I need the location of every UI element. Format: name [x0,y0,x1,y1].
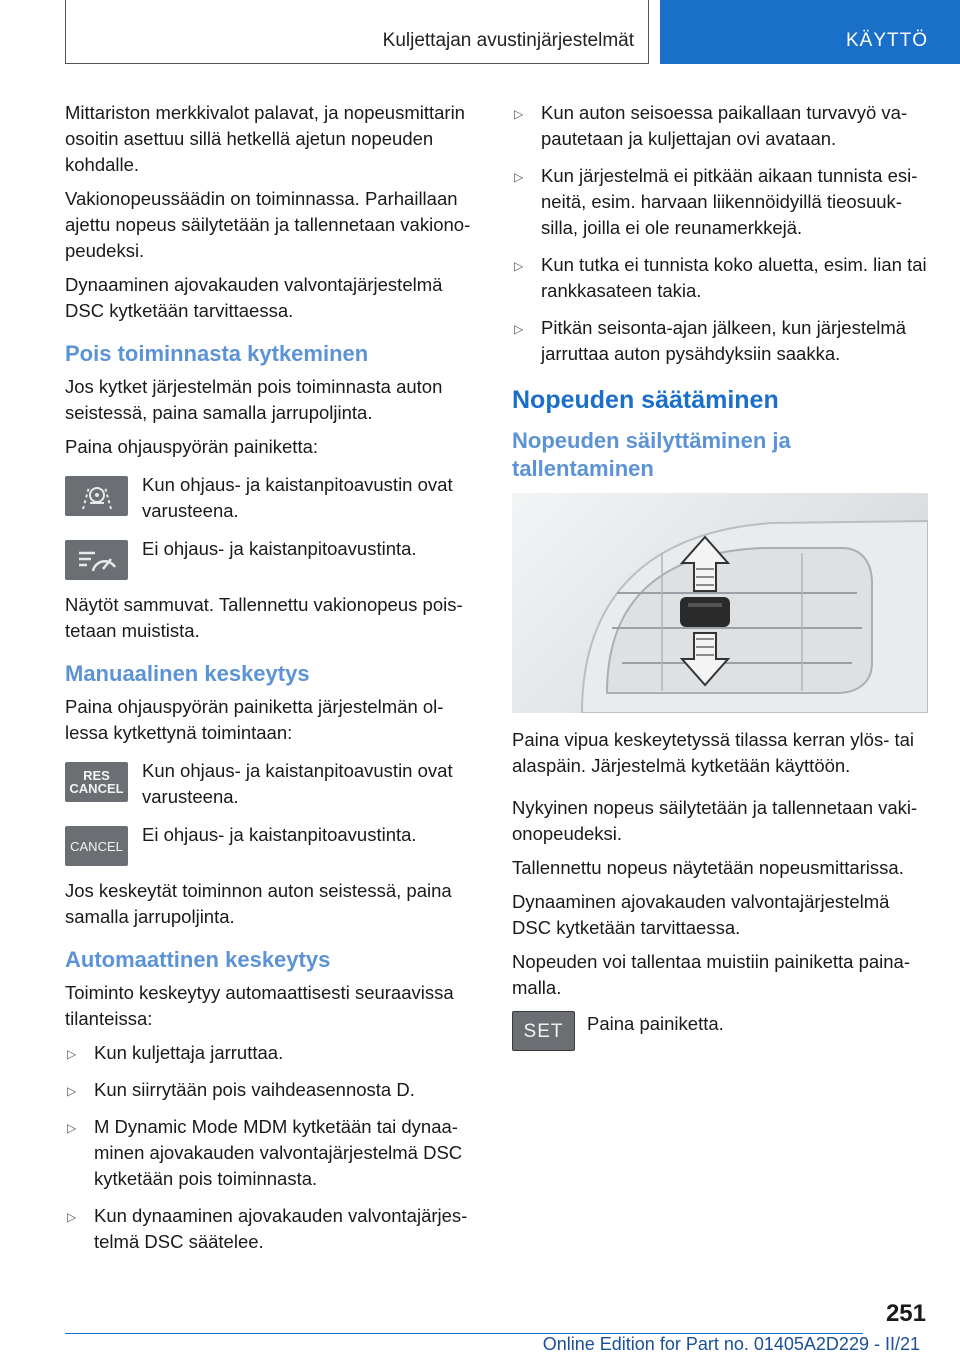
triangle-bullet-icon: ▷ [514,170,524,184]
list-item: ▷ Kun siirrytään pois vaihdeasennosta D. [65,1077,477,1103]
paragraph: Tallennettu nopeus näytetään nopeusmittarissa. [512,857,904,878]
paragraph: Dynaaminen ajovakauden valvontajärjestelmä DSC kytketään tarvittaessa. [512,891,890,938]
list-item: ▷ Kun dynaaminen ajovakauden valvontajärjestelmä DSC säätelee. [67,1205,468,1252]
heading-speed-adjustment: Nopeuden säätäminen [512,386,779,414]
cruise-control-icon [65,540,128,580]
triangle-bullet-icon: ▷ [514,107,524,121]
heading-automatic-interrupt: Automaattinen keskeytys [65,947,331,972]
triangle-bullet-icon: ▷ [67,1121,77,1135]
heading-manual-interrupt: Manuaalinen keskeytys [65,661,310,686]
paragraph: Näytöt sammuvat. Tallennettu vakionopeus poistetaan muistista. [65,594,463,641]
header-chapter-tab [660,0,960,64]
heading-switch-off: Pois toiminnasta kytkeminen [65,341,369,366]
res-cancel-button-icon: RES CANCEL [65,762,128,802]
paragraph: Nykyinen nopeus säilytetään ja tallennetaan vakionopeudeksi. [512,797,918,844]
header-chapter-title: KÄYTTÖ [845,30,928,51]
paragraph: Jos keskeytät toiminnon auton seistessä, paina samalla jarrupoljinta. [65,880,452,927]
paragraph: Jos kytket järjestelmän pois toiminnasta auton seistessä, paina samalla jarrupoljinta. [65,376,443,423]
heading-keep-and-store: Nopeuden säilyttäminen ja tallentaminen [512,428,791,481]
triangle-bullet-icon: ▷ [514,322,524,336]
button-description-row [65,822,477,866]
paragraph: Dynaaminen ajovakauden valvontajärjestelmä DSC kytketään tarvittaessa. [65,274,443,321]
bullet-list [512,100,928,367]
set-button-icon: SET [512,1011,575,1051]
paragraph: Paina ohjauspyörän painiketta: [65,436,319,457]
left-column [65,100,477,1266]
steering-wheel-rocker-photo [512,493,928,713]
page-number: 251 [885,1300,926,1327]
bullet-list [65,1040,477,1255]
paragraph: Vakionopeussäädin on toiminnassa. Parhaillaan ajettu nopeus säilytetään ja tallennetaan vakionopeudeksi. [65,188,471,261]
button-description: Ei ohjaus- ja kaistanpitoavustinta. [142,824,417,845]
steering-assist-icon [65,476,128,516]
list-item: ▷ Kun tutka ei tunnista koko aluetta, esim. lian tai rankkasateen takia. [514,254,927,301]
triangle-bullet-icon: ▷ [67,1210,77,1224]
button-description: Ei ohjaus- ja kaistanpitoavustinta. [142,538,417,559]
header-section-box [65,0,649,64]
button-description-row [65,758,477,810]
list-item: ▷ Kun järjestelmä ei pitkään aikaan tunnista esineitä, esim. harvaan liikennöidyillä tieosuuksilla, joilla ei ole reunamerkkejä. [514,165,918,238]
list-item: ▷ M Dynamic Mode MDM kytketään tai dynaaminen ajovakauden valvontajärjestelmä DSC kytketään pois toiminnasta. [67,1116,463,1189]
paragraph: Paina vipua keskeytetyssä tilassa kerran ylös- tai alaspäin. Järjestelmä kytketään käyttöön. [512,729,915,776]
triangle-bullet-icon: ▷ [67,1047,77,1061]
button-description: Kun ohjaus- ja kaistanpitoavustin ovat varusteena. [142,760,453,807]
paragraph: Paina ohjauspyörän painiketta järjestelmän ollessa kytkettynä toimintaan: [65,696,444,743]
edition-info: Online Edition for Part no. 01405A2D229 - II/21 [542,1334,920,1354]
paragraph: Nopeuden voi tallentaa muistiin painiketta painamalla. [512,951,911,998]
paragraph: Toiminto keskeytyy automaattisesti seuraavissa tilanteissa: [65,982,454,1029]
list-item: ▷ Pitkän seisonta-ajan jälkeen, kun järjestelmä jarruttaa auton pysähdyksiin saakka. [514,317,907,364]
header-section-title: Kuljettajan avustinjärjestelmät [382,30,634,51]
button-description-row [65,536,477,580]
cancel-button-icon: CANCEL [65,826,128,866]
button-description-row [512,1011,928,1055]
right-column [512,100,928,1067]
button-description: Paina painiketta. [587,1013,724,1034]
button-description-row [65,472,477,524]
list-item: ▷ Kun kuljettaja jarruttaa. [65,1040,477,1066]
button-description: Kun ohjaus- ja kaistanpitoavustin ovat varusteena. [142,474,453,521]
list-item: ▷ Kun auton seisoessa paikallaan turvavyö vapautetaan ja kuljettajan ovi avataan. [514,102,908,149]
paragraph: Mittariston merkkivalot palavat, ja nopeusmittarin osoitin asettuu sillä hetkellä ajetun nopeuden kohdalle. [65,102,465,175]
triangle-bullet-icon: ▷ [67,1084,77,1098]
triangle-bullet-icon: ▷ [514,259,524,273]
